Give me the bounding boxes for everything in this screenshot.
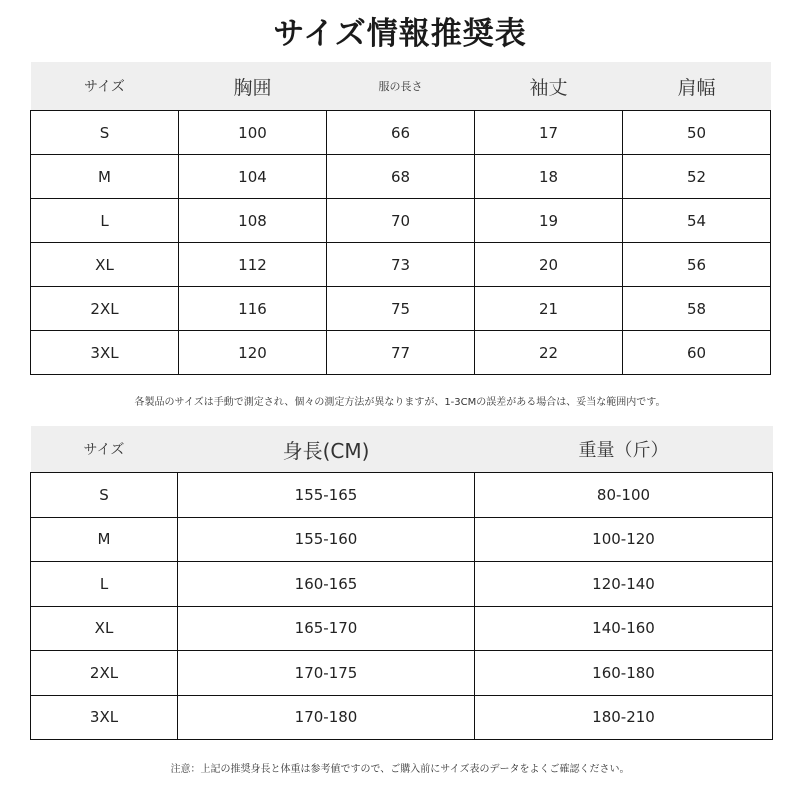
cell-weight: 100-120	[475, 517, 773, 562]
cell-shoulder: 50	[623, 111, 771, 155]
header-chest: 胸囲	[179, 62, 327, 111]
recommendation-note: 注意：上記の推奨身長と体重は参考値ですので、ご購入前にサイズ表のデータをよくご確認ください。	[170, 764, 630, 775]
table-header-row	[31, 426, 773, 473]
header-length: 服の長さ	[327, 62, 475, 111]
table-row	[31, 111, 771, 155]
header-size: サイズ	[31, 426, 178, 473]
cell-shoulder: 54	[623, 199, 771, 243]
cell-size: L	[31, 562, 178, 607]
table-row	[31, 243, 771, 287]
header-weight: 重量（斤）	[475, 426, 773, 473]
cell-length: 66	[327, 111, 475, 155]
cell-chest: 116	[179, 287, 327, 331]
table-row	[31, 606, 773, 651]
cell-size: 2XL	[31, 651, 178, 696]
cell-chest: 108	[179, 199, 327, 243]
header-shoulder: 肩幅	[623, 62, 771, 111]
cell-sleeve: 18	[475, 155, 623, 199]
cell-size: M	[31, 517, 178, 562]
cell-size: XL	[31, 243, 179, 287]
cell-shoulder: 52	[623, 155, 771, 199]
cell-height: 160-165	[178, 562, 475, 607]
cell-sleeve: 21	[475, 287, 623, 331]
size-measurement-table	[30, 62, 771, 375]
table-row	[31, 695, 773, 740]
cell-size: 2XL	[31, 287, 179, 331]
cell-weight: 140-160	[475, 606, 773, 651]
cell-size: S	[31, 111, 179, 155]
cell-size: M	[31, 155, 179, 199]
table-row	[31, 651, 773, 696]
cell-chest: 100	[179, 111, 327, 155]
table-row	[31, 473, 773, 518]
cell-sleeve: 22	[475, 331, 623, 375]
cell-length: 70	[327, 199, 475, 243]
cell-height: 170-180	[178, 695, 475, 740]
cell-size: XL	[31, 606, 178, 651]
table-row	[31, 562, 773, 607]
cell-length: 77	[327, 331, 475, 375]
cell-sleeve: 20	[475, 243, 623, 287]
cell-sleeve: 19	[475, 199, 623, 243]
table-header-row	[31, 62, 771, 111]
cell-weight: 180-210	[475, 695, 773, 740]
header-size: サイズ	[31, 62, 179, 111]
measurement-note: 各製品のサイズは手動で測定され、個々の測定方法が異なりますが、1-3CMの誤差がある場合は、妥当な範囲内です。	[134, 397, 666, 408]
cell-height: 170-175	[178, 651, 475, 696]
header-sleeve: 袖丈	[475, 62, 623, 111]
page-title: サイズ情報推奨表	[273, 16, 527, 52]
cell-chest: 112	[179, 243, 327, 287]
cell-height: 155-165	[178, 473, 475, 518]
table-row	[31, 287, 771, 331]
cell-shoulder: 60	[623, 331, 771, 375]
cell-sleeve: 17	[475, 111, 623, 155]
cell-weight: 160-180	[475, 651, 773, 696]
cell-shoulder: 58	[623, 287, 771, 331]
table-row	[31, 155, 771, 199]
cell-size: 3XL	[31, 331, 179, 375]
cell-length: 73	[327, 243, 475, 287]
cell-weight: 80-100	[475, 473, 773, 518]
cell-weight: 120-140	[475, 562, 773, 607]
cell-size: L	[31, 199, 179, 243]
cell-chest: 104	[179, 155, 327, 199]
cell-length: 68	[327, 155, 475, 199]
cell-length: 75	[327, 287, 475, 331]
table-row	[31, 331, 771, 375]
table-row	[31, 517, 773, 562]
cell-height: 155-160	[178, 517, 475, 562]
cell-chest: 120	[179, 331, 327, 375]
cell-shoulder: 56	[623, 243, 771, 287]
table-row	[31, 199, 771, 243]
cell-size: S	[31, 473, 178, 518]
recommendation-table	[30, 426, 773, 740]
header-height: 身長(CM)	[178, 426, 475, 473]
cell-size: 3XL	[31, 695, 178, 740]
cell-height: 165-170	[178, 606, 475, 651]
